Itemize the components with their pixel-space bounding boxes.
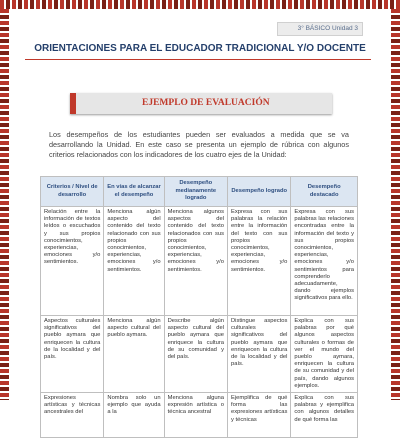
table-cell: Menciona algunos aspectos del contenido del texto relacionados con sus propios conocimientos, experiencias, emociones y/o sentimientos.	[164, 207, 227, 316]
decorative-left-border	[0, 9, 9, 400]
header-cell-level-1: En vías de alcanzar el desempeño	[104, 177, 164, 207]
grade-unit-badge: 3° BÁSICO Unidad 3	[277, 22, 363, 36]
table-cell: Menciona alguna expresión artística o técnica ancestral	[164, 393, 227, 438]
table-cell: Expresa con sus palabras la relación entre la información del texto con sus propios conocimientos, experiencias, emociones y/o sentimientos.	[228, 207, 291, 316]
table-cell: Explica con sus palabras por qué algunos aspectos culturales o formas de ver el mundo del pueblo aymara, enriquecen la cultura de su comunidad y del país, dando algunos ejemplos.	[291, 316, 358, 393]
table-cell: Aspectos culturales significativos del pueblo aymara que enriquecen la cultura de la localidad y del país.	[41, 316, 104, 393]
table-cell: Explica con sus palabras y ejemplifica con algunos detalles de qué forma las	[291, 393, 358, 438]
table-cell: Menciona algún aspecto del contenido del texto relacionado con sus propios conocimientos, experiencias, emociones y/o sentimientos.	[104, 207, 164, 316]
table-cell: Ejemplifica de qué forma las expresiones artísticas y técnicas	[228, 393, 291, 438]
table-row	[41, 393, 358, 438]
title-divider	[25, 59, 371, 60]
header-cell-level-4: Desempeño destacado	[291, 177, 358, 207]
page-title: ORIENTACIONES PARA EL EDUCADOR TRADICIONAL Y/O DOCENTE	[34, 43, 366, 54]
table-cell: Menciona algún aspecto cultural del pueblo aymara.	[104, 316, 164, 393]
section-banner	[70, 93, 332, 114]
table-row	[41, 316, 358, 393]
header-cell-criteria: Criterios / Nivel de desarrollo	[41, 177, 104, 207]
table-cell: Distingue aspectos culturales significativos del pueblo aymara que enriquecen la cultura de la localidad y del país.	[228, 316, 291, 393]
rubric-table	[40, 176, 358, 438]
header-cell-level-2: Desempeño medianamente logrado	[164, 177, 227, 207]
table-cell: Nombra solo un ejemplo que ayuda a la	[104, 393, 164, 438]
header-cell-level-3: Desempeño logrado	[228, 177, 291, 207]
intro-paragraph: Los desempeños de los estudiantes pueden ser evaluados a medida que se va desarrollando la Unidad. En este caso se presenta un ejemplo de rúbrica con algunos criterios relacionados con los indicadores de los cuatro ejes de la Unidad:	[49, 130, 349, 159]
table-cell: Relación entre la información de textos leídos o escuchados y sus propios conocimientos, experiencias, emociones y/o sentimientos.	[41, 207, 104, 316]
banner-accent-bar	[70, 93, 76, 114]
table-cell: Expresa con sus palabras las relaciones encontradas entre la información del texto y sus propios conocimientos, experiencias, emociones y/o sentimientos para comprenderlo adecuadamente, dando ejemplos significativos para ello.	[291, 207, 358, 316]
table-row	[41, 207, 358, 316]
table-cell: Expresiones artísticas y técnicas ancestrales del	[41, 393, 104, 438]
rubric-header-row	[41, 177, 358, 207]
section-title: EJEMPLO DE EVALUACIÓN	[142, 98, 270, 108]
decorative-top-border	[0, 0, 400, 9]
table-cell: Describe algún aspecto cultural del pueblo aymara que enriquece la cultura de su comunidad y del país.	[164, 316, 227, 393]
decorative-right-border	[391, 9, 400, 400]
